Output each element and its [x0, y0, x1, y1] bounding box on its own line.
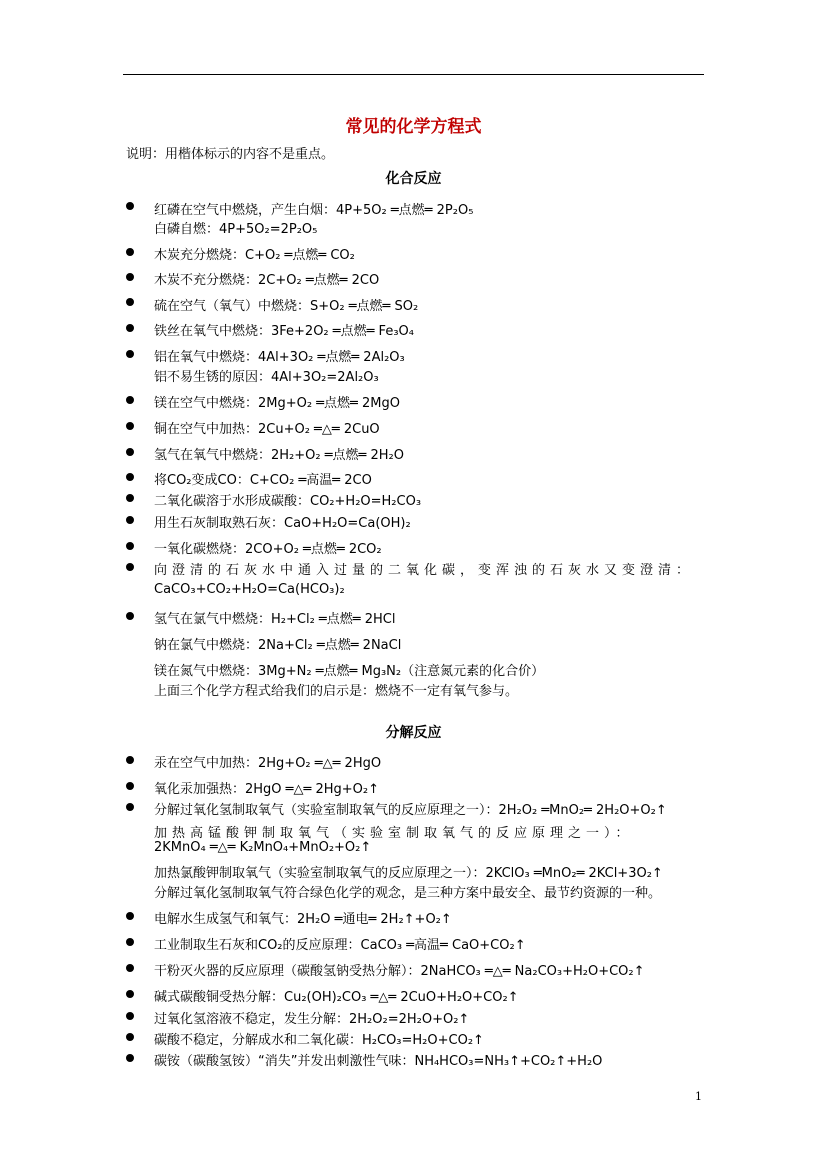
equation-line: 铜在空气中加热：2Cu+O₂ ═△═ 2CuO [154, 422, 380, 437]
equation-line: 干粉灭火器的反应原理（碳酸氢钠受热分解）：2NaHCO₃ ═△═ Na₂CO₃+H₂O+CO₂↑ [154, 964, 645, 979]
equation-line: 碱式碳酸铜受热分解：Cu₂(OH)₂CO₃ ═△═ 2CuO+H₂O+CO₂↑ [154, 990, 519, 1005]
bullet-icon [126, 1033, 134, 1041]
equation-line: 硫在空气（氧气）中燃烧：S+O₂ ═点燃═ SO₂ [154, 299, 419, 314]
bullet-icon [126, 273, 134, 281]
bullet-icon [126, 803, 134, 811]
equation-line: 上面三个化学方程式给我们的启示是：燃烧不一定有氧气参与。 [154, 684, 519, 699]
equation-line: 分解过氧化氢制取氧气（实验室制取氧气的反应原理之一）：2H₂O₂ ═MnO₂═ 2H₂O+O₂↑ [154, 803, 667, 818]
equation-line: 氧化汞加强热：2HgO ═△═ 2Hg+O₂↑ [154, 782, 379, 797]
equation-line: 铝不易生锈的原因：4Al+3O₂=2Al₂O₃ [154, 370, 379, 385]
bullet-icon [126, 612, 134, 620]
bullet-icon [126, 494, 134, 502]
equation-line: 向澄清的石灰水中通入过量的二氧化碳，变浑浊的石灰水又变澄清： [154, 563, 695, 578]
bullet-icon [126, 782, 134, 790]
equation-line: 将CO₂变成CO：C+CO₂ ═高温═ 2CO [154, 473, 372, 488]
equation-line: 氢气在氯气中燃烧：H₂+Cl₂ ═点燃═ 2HCl [154, 612, 396, 627]
section-title-decomposition: 分解反应 [385, 725, 442, 741]
bullet-icon [126, 422, 134, 430]
equation-line: 加热氯酸钾制取氧气（实验室制取氧气的反应原理之一）：2KClO₃ ═MnO₂═ 2KCl+3O₂↑ [154, 866, 663, 881]
equation-line: 过氧化氢溶液不稳定，发生分解：2H₂O₂=2H₂O+O₂↑ [154, 1012, 470, 1027]
equation-line: 一氧化碳燃烧：2CO+O₂ ═点燃═ 2CO₂ [154, 542, 382, 557]
equation-line: 电解水生成氢气和氧气：2H₂O ═通电═ 2H₂↑+O₂↑ [154, 912, 452, 927]
bullet-icon [126, 912, 134, 920]
equation-line: 碳铵（碳酸氢铵）“消失”并发出刺激性气味：NH₄HCO₃=NH₃↑+CO₂↑+H₂O [154, 1054, 603, 1069]
equation-line: 铁丝在氧气中燃烧：3Fe+2O₂ ═点燃═ Fe₃O₄ [154, 324, 414, 339]
bullet-icon [126, 1012, 134, 1020]
equation-line: 加热高锰酸钾制取氧气（实验室制取氧气的反应原理之一）： [154, 826, 634, 841]
equation-line: 氢气在氧气中燃烧：2H₂+O₂ ═点燃═ 2H₂O [154, 448, 405, 463]
equation-line: 分解过氧化氢制取氧气符合绿色化学的观念，是三种方案中最安全、最节约资源的一种。 [154, 886, 662, 901]
equation-line: 汞在空气中加热：2Hg+O₂ ═△═ 2HgO [154, 756, 382, 771]
note-text: 说明：用楷体标示的内容不是重点。 [126, 147, 335, 162]
header-rule [123, 74, 704, 75]
equation-line: 木炭不充分燃烧：2C+O₂ ═点燃═ 2CO [154, 273, 380, 288]
equation-line: 碳酸不稳定，分解成水和二氧化碳：H₂CO₃=H₂O+CO₂↑ [154, 1033, 484, 1048]
bullet-icon [126, 516, 134, 524]
equation-line: 木炭充分燃烧：C+O₂ ═点燃═ CO₂ [154, 248, 355, 263]
bullet-icon [126, 396, 134, 404]
bullet-icon [126, 1054, 134, 1062]
bullet-icon [126, 938, 134, 946]
equation-line: 钠在氯气中燃烧：2Na+Cl₂ ═点燃═ 2NaCl [154, 638, 402, 653]
equation-line: 工业制取生石灰和CO₂的反应原理：CaCO₃ ═高温═ CaO+CO₂↑ [154, 938, 526, 953]
equation-line: CaCO₃+CO₂+H₂O=Ca(HCO₃)₂ [154, 582, 345, 597]
equation-line: 铝在氧气中燃烧：4Al+3O₂ ═点燃═ 2Al₂O₃ [154, 350, 405, 365]
bullet-icon [126, 248, 134, 256]
bullet-icon [126, 756, 134, 764]
section-title-combination: 化合反应 [385, 171, 442, 187]
bullet-icon [126, 542, 134, 550]
bullet-icon [126, 990, 134, 998]
equation-line: 2KMnO₄ ═△═ K₂MnO₄+MnO₂+O₂↑ [154, 840, 372, 855]
bullet-icon [126, 298, 134, 306]
bullet-icon [126, 473, 134, 481]
document-title: 常见的化学方程式 [345, 117, 482, 137]
equation-line: 红磷在空气中燃烧，产生白烟：4P+5O₂ ═点燃═ 2P₂O₅ [154, 203, 474, 218]
bullet-icon [126, 563, 134, 571]
bullet-icon [126, 324, 134, 332]
bullet-icon [126, 202, 134, 210]
equation-line: 白磷自燃：4P+5O₂=2P₂O₅ [154, 222, 318, 237]
bullet-icon [126, 350, 134, 358]
page-number: 1 [695, 1090, 702, 1103]
bullet-icon [126, 964, 134, 972]
equation-line: 镁在氮气中燃烧：3Mg+N₂ ═点燃═ Mg₃N₂（注意氮元素的化合价） [154, 664, 545, 679]
equation-line: 镁在空气中燃烧：2Mg+O₂ ═点燃═ 2MgO [154, 396, 400, 411]
bullet-icon [126, 448, 134, 456]
equation-line: 用生石灰制取熟石灰：CaO+H₂O=Ca(OH)₂ [154, 516, 411, 531]
equation-line: 二氧化碳溶于水形成碳酸：CO₂+H₂O=H₂CO₃ [154, 494, 422, 509]
